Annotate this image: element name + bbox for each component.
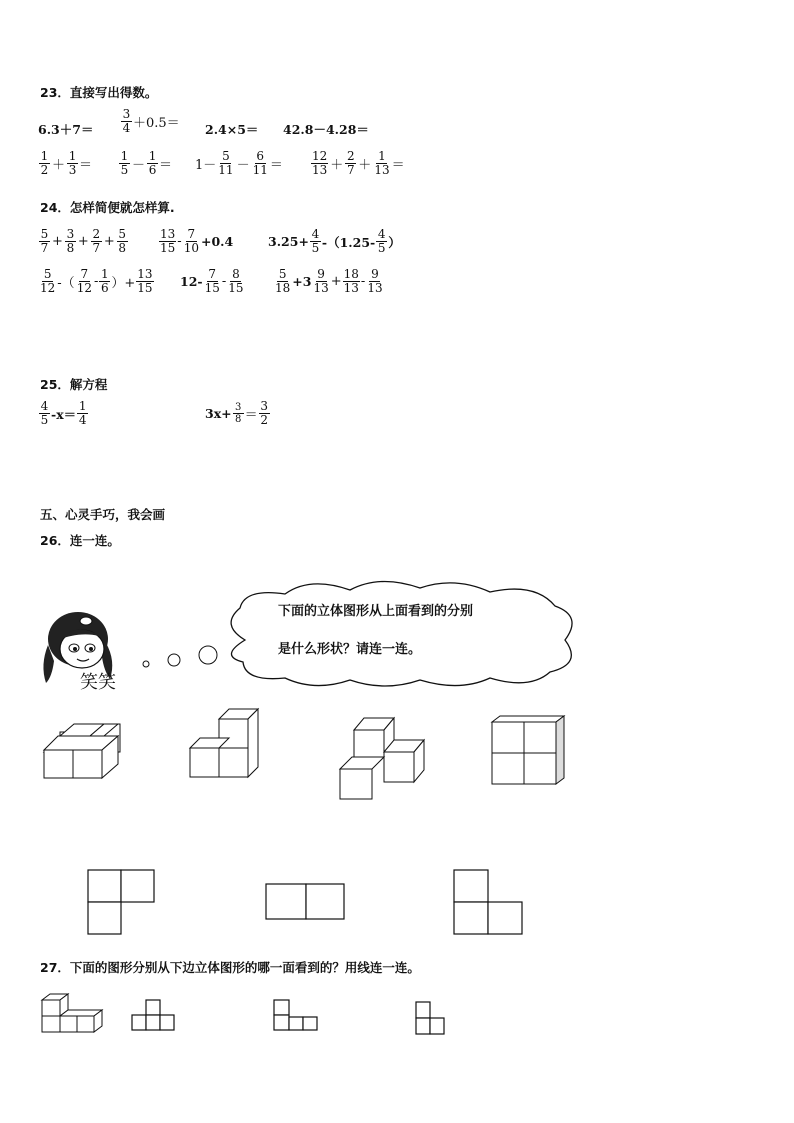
q24-expr-c: 3.25+ $\frac{4}{5}$ -（1.25- $\frac{4}{5}$ ）	[268, 227, 401, 255]
q23-expr-a: 6.3＋7＝	[38, 122, 94, 137]
q25-equation-2: 3x+ $\frac{3}{8}$ ＝ $\frac{3}{2}$	[205, 399, 268, 427]
solid-figure-4	[490, 712, 570, 787]
q27-solid-figure	[38, 990, 104, 1034]
top-view-shape-1	[86, 868, 158, 936]
q24-expr-a: $\frac{5}{7}$ + $\frac{3}{8}$ + $\frac{2}{7}$ + $\frac{5}{8}$	[40, 227, 127, 255]
q24-expr-d: $\frac{5}{12}$ -（ $\frac{7}{12}$ - $\frac{1}{6}$ ）+ $\frac{13}{15}$	[40, 267, 153, 295]
q23-expr-g: 1－ $\frac{5}{11}$ － $\frac{6}{11}$ ＝	[195, 149, 283, 177]
q26-title: 26．连一连。	[40, 533, 120, 548]
cloud-text-line-1: 下面的立体图形从上面看到的分别	[278, 604, 474, 619]
q23-expr-h: $\frac{12}{13}$ ＋ $\frac{2}{7}$ ＋ $\frac{1}{13}$ ＝	[312, 149, 405, 177]
top-view-shape-3	[452, 868, 526, 936]
q25-title: 25．解方程	[40, 377, 108, 392]
cloud-text-line-2: 是什么形状？请连一连。	[278, 642, 422, 657]
q23-title: 23．直接写出得数。	[40, 85, 158, 100]
q25-equation-1: $\frac{4}{5}$ -x＝ $\frac{1}{4}$	[40, 399, 87, 427]
thought-dots	[140, 645, 220, 675]
q23-expr-f: $\frac{1}{5}$ － $\frac{1}{6}$ ＝	[120, 149, 173, 177]
q23-expr-b: $\frac{3}{4}$ ＋0.5＝	[122, 107, 180, 135]
top-view-shape-2	[264, 882, 348, 922]
solid-figure-3	[338, 714, 433, 804]
character-label: 笑笑	[80, 672, 116, 693]
solid-figure-1	[40, 722, 130, 782]
q23-expr-e: $\frac{1}{2}$ ＋ $\frac{1}{3}$ ＝	[40, 149, 93, 177]
q27-title: 27．下面的图形分别从下边立体图形的哪一面看到的？用线连一连。	[40, 960, 420, 975]
solid-figure-2	[188, 705, 268, 780]
q24-expr-b: $\frac{13}{15}$ - $\frac{7}{10}$ +0.4	[160, 227, 234, 255]
q23-expr-c: 2.4×5＝	[205, 122, 259, 137]
q27-view-shape-1	[130, 998, 178, 1034]
q24-expr-f: $\frac{5}{18}$ +3 $\frac{9}{13}$ + $\frac{18}{13}$ - $\frac{9}{13}$	[275, 267, 383, 295]
section-5-title: 五、心灵手巧，我会画	[40, 507, 166, 522]
thought-cloud	[215, 580, 585, 690]
q24-expr-e: 12- $\frac{7}{15}$ - $\frac{8}{15}$	[180, 267, 244, 295]
q27-view-shape-2	[272, 998, 322, 1034]
q27-view-shape-3	[414, 1000, 450, 1038]
q23-expr-d: 42.8－4.28＝	[283, 122, 369, 137]
q24-title: 24．怎样简便就怎样算.	[40, 200, 175, 215]
